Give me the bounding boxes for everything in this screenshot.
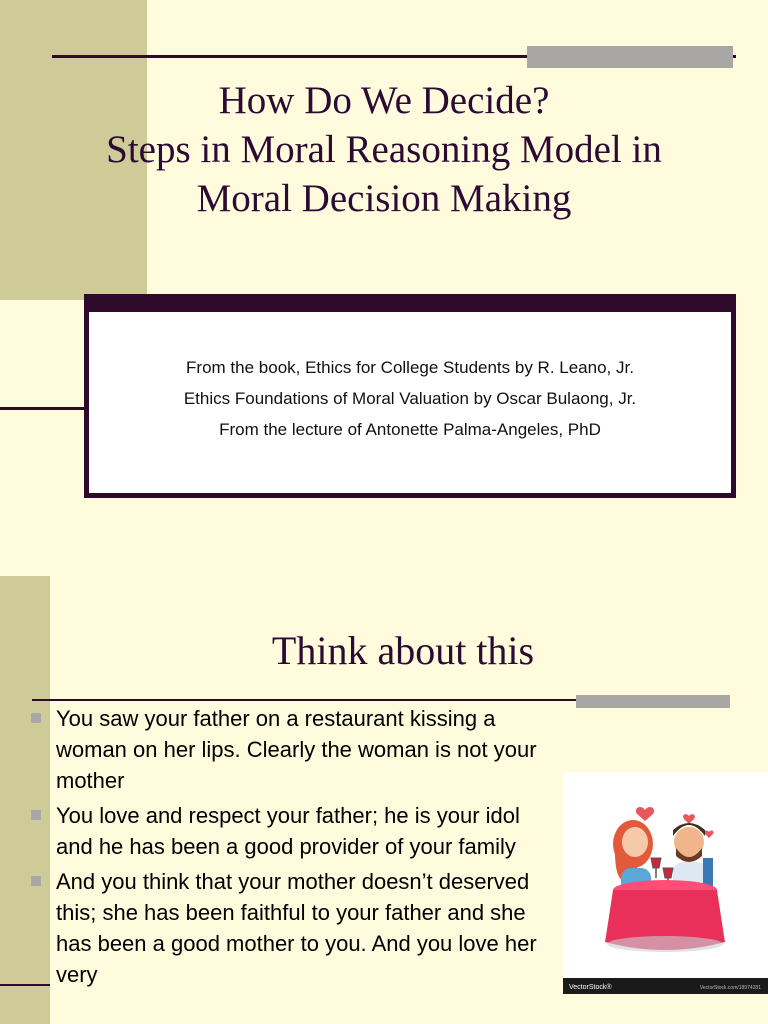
left-connector-rule xyxy=(0,407,84,410)
list-item xyxy=(28,800,548,862)
bullet-list xyxy=(28,703,548,994)
slide-2 xyxy=(0,576,768,1024)
woman-face xyxy=(622,827,648,857)
bullet-text: And you think that your mother doesn’t deserved this; she has been faithful to your father and she has been a good mother to you. And you love her very xyxy=(56,869,537,987)
square-bullet-icon xyxy=(31,810,41,820)
watermark-id-text: VectorStock.com/18974281 xyxy=(699,985,761,991)
title-line: Steps in Moral Reasoning Model in xyxy=(106,128,662,171)
list-item xyxy=(28,703,548,796)
credits-frame xyxy=(84,294,736,498)
heart-icon xyxy=(636,807,654,821)
wine-glass-icon xyxy=(663,868,673,878)
credit-line: Ethics Foundations of Moral Valuation by Oscar Bulaong, Jr. xyxy=(183,389,637,408)
wine-glass-icon xyxy=(651,858,661,868)
table-shadow xyxy=(607,936,723,952)
credits-text xyxy=(89,352,731,445)
credit-line: From the lecture of Antonette Palma-Angeles, PhD xyxy=(219,420,601,439)
slide-title: Think about this xyxy=(271,628,535,673)
title-line: How Do We Decide? xyxy=(218,79,550,122)
list-item xyxy=(28,866,548,990)
credits-panel xyxy=(89,312,731,493)
bullet-text: You saw your father on a restaurant kissing a woman on her lips. Clearly the woman is not your mother xyxy=(56,706,537,793)
square-bullet-icon xyxy=(31,713,41,723)
gray-accent-bar xyxy=(527,46,733,68)
gray-accent-bar xyxy=(576,695,730,708)
heart-icon xyxy=(683,814,695,824)
couple-dinner-drawing xyxy=(563,772,768,994)
square-bullet-icon xyxy=(31,876,41,886)
watermark-text: VectorStock® xyxy=(569,984,612,991)
couple-dinner-illustration xyxy=(563,772,768,994)
slide-title xyxy=(0,76,768,223)
credit-line: From the book, Ethics for College Students by R. Leano, Jr. xyxy=(186,358,634,377)
heart-icon xyxy=(704,831,713,838)
bullet-text: You love and respect your father; he is your idol and he has been a good provider of your family xyxy=(56,803,520,859)
title-line: Moral Decision Making xyxy=(196,177,572,220)
